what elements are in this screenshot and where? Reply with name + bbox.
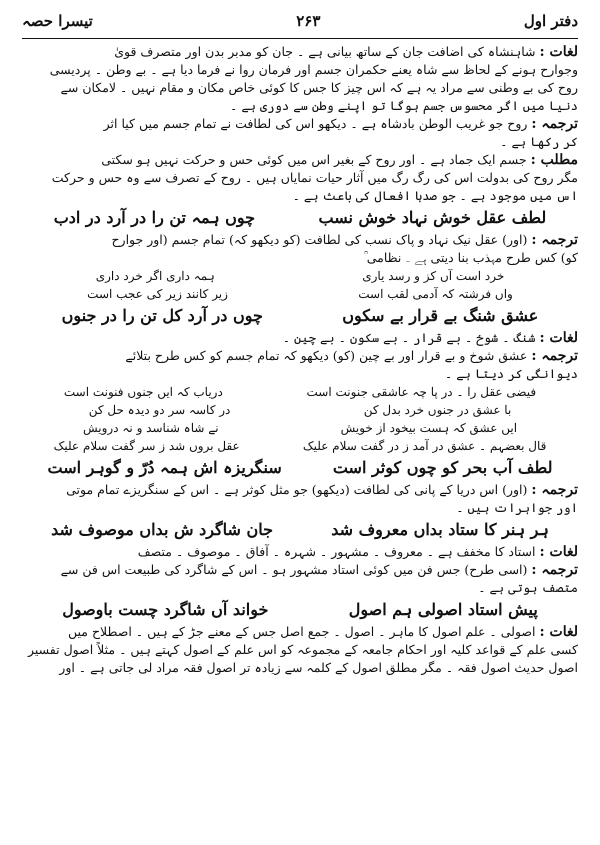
line-heading: لغات : [539, 624, 578, 640]
quoted-couplet [22, 285, 578, 303]
text-line [22, 659, 578, 677]
verse-couplet [22, 205, 578, 231]
text-line [22, 543, 578, 561]
line-text: اور جواہرات ہیں ۔ [456, 500, 578, 515]
hemistich-left: چوں در آرد کل تن را در جنوں [61, 306, 263, 325]
hemistich-left: دریاب کہ ایں جنوں فنونت است [63, 385, 223, 399]
line-text: دنیا میں اگر محسوس جسم ہوگا تو اپنے وطن سے دوری ہے ۔ [230, 98, 578, 113]
quoted-couplet [22, 401, 578, 419]
text-line [22, 231, 578, 249]
hemistich-left: سنگریزہ اش ہمہ دُرّ و گوہر است [47, 458, 282, 477]
line-text: عشق شوخ و بے قرار اور بے چین (کو) دیکھو کہ تمام جسم کو کس طرح بتلائے [125, 348, 528, 363]
line-text: مگر روح کی بدولت اس کی رگ رگ میں آثار حیات نمایاں ہیں ۔ روح کے تصرف سے وہ حس و حرکت [51, 170, 578, 185]
verse-couplet [22, 597, 578, 623]
hemistich-left: عقل بروں شد ز سر گفت سلام علیک [53, 439, 240, 453]
hemistich-right: عشق شنگ بے قرار بے سکوں [342, 306, 539, 325]
hemistich-right: ایں عشق کہ ہست بیخود از خویش [340, 421, 518, 435]
text-line [22, 579, 578, 597]
text-line [22, 61, 578, 79]
text-line [22, 249, 578, 267]
hemistich-right: پیش استاد اصولی ہم اصول [348, 600, 538, 619]
line-text: دیوانگی کر دیتا ہے ۔ [444, 366, 578, 381]
text-line [22, 133, 578, 151]
text-line [22, 187, 578, 205]
hemistich-left: خواند آں شاگرد چست باوصول [62, 600, 269, 619]
verse-couplet [22, 455, 578, 481]
hemistich-right: با عشق در جنوں خرد بدل کن [363, 403, 512, 417]
line-text: کسی علم کے قواعد کلیہ اور احکام جامعہ کے مجموعہ کو اس علم کے اصول کہتے ہیں ۔ مثلاً اصول تفسیر [27, 642, 578, 657]
text-line [22, 329, 578, 347]
text-line [22, 97, 578, 115]
line-heading: لغات : [539, 330, 578, 346]
line-text: کو) کس طرح مہذب بنا دیتی ہے ۔ نظامی ؒ [363, 250, 578, 265]
line-text: شاہنشاہ کی اضافت جان کے ساتھ بیانی ہے ۔ جان کو مدبر بدن اور متصرف قویٰ [114, 44, 536, 59]
volume-label: دفتر اول [523, 12, 578, 30]
line-heading: ترجمہ : [531, 348, 578, 364]
line-heading: لغات : [539, 544, 578, 560]
text-line [22, 561, 578, 579]
quoted-couplet [22, 383, 578, 401]
text-line [22, 623, 578, 641]
verse-couplet [22, 303, 578, 329]
hemistich-right: لطف آب بحر کو چوں کوثر است [332, 458, 553, 477]
hemistich-right: خرد است آں کز و رسد یاری [362, 269, 505, 283]
line-text: وجوارح ہونے کے لحاظ سے شاہ یعنے حکمران جسم اور فرمان روا نے فرما دیا ہے ۔ بے وطن ۔ پردیسی [49, 62, 578, 77]
text-line [22, 365, 578, 383]
text-line [22, 115, 578, 133]
hemistich-right: قال بعضہم ۔ عشق در آمد ز در گفت سلام علیک [302, 439, 547, 453]
line-heading: ترجمہ : [531, 562, 578, 578]
line-text: اصولی ۔ علم اصول کا ماہر ۔ اصول ۔ جمع اصل جس کے معنے جڑ کے ہیں ۔ اصطلاح میں [68, 624, 536, 639]
page-number: ۲۶۳ [296, 12, 321, 30]
line-heading: ترجمہ : [531, 482, 578, 498]
header-rule [22, 38, 578, 39]
hemistich-left: جان شاگرد ش بداں موصوف شد [51, 520, 273, 539]
hemistich-right: لطف عقل خوش نہاد خوش نسب [318, 208, 547, 227]
line-text: (اور) عقل نیک نہاد و پاک نسب کی لطافت (کو دیکھو کہ) تمام جسم (اور جوارح [111, 232, 528, 247]
line-text: روح کی بے وطنی سے مراد یہ ہے کہ اس چیز کا جس کا کوئی خاص مکان و مقام نہیں ۔ لامکان سے [60, 80, 578, 95]
part-label: تیسرا حصہ [22, 12, 93, 30]
hemistich-right: واں فرشتہ کہ آدمی لقب است [358, 287, 513, 301]
hemistich-left: چوں ہمہ تن را در آرد در ادب [53, 208, 256, 227]
hemistich-left: نے شاہ شناسد و نہ درویش [83, 421, 219, 435]
text-line [22, 481, 578, 499]
line-heading: ترجمہ : [531, 116, 578, 132]
line-text: کر رکھا ہے ۔ [500, 134, 578, 149]
text-line [22, 499, 578, 517]
line-text: استاد کا مخفف ہے ۔ معروف ۔ مشہور ۔ شہرہ ۔ آفاق ۔ موصوف ۔ متصف [137, 544, 536, 559]
line-text: جسم ایک جماد ہے ۔ اور روح کے بغیر اس میں کوئی حس و حرکت نہیں ہو سکتی [101, 152, 527, 167]
hemistich-left: در کاسہ سر دو دیدہ حل کن [88, 403, 231, 417]
line-text: (اور) اس دریا کے پانی کی لطافت (دیکھو) جو مثل کوثر ہے ۔ اس کے سنگریزے تمام موتی [66, 482, 528, 497]
hemistich-right: ہر ہنر کا ستاد بداں معروف شد [331, 520, 549, 539]
line-heading: لغات : [539, 44, 578, 60]
text-line [22, 169, 578, 187]
text-line [22, 79, 578, 97]
line-heading: ترجمہ : [531, 232, 578, 248]
line-text: شنگ ۔ شوخ ۔ بے قرار ۔ بے سکون ۔ بے چین ۔ [282, 330, 536, 345]
quoted-couplet [22, 437, 578, 455]
verse-couplet [22, 517, 578, 543]
quoted-couplet [22, 267, 578, 285]
line-text: روح جو غریب الوطن بادشاہ ہے ۔ دیکھو اس کی لطافت نے تمام جسم میں کیا اثر [103, 116, 528, 131]
text-line [22, 151, 578, 169]
hemistich-right: فیضی عقل را ۔ در پا چہ عاشقی جنونت است [306, 385, 537, 399]
line-heading: مطلب : [530, 152, 578, 168]
line-text: اصول حدیث اصول فقہ ۔ مگر مطلق اصول کے کلمہ سے زیادہ تر اصول فقہ مراد لی جاتی ہے ۔ اور [59, 660, 578, 675]
text-line [22, 641, 578, 659]
hemistich-left: زیر کانند زیر کی عجب است [87, 287, 228, 301]
hemistich-left: ہمہ داری اگر خرد داری [95, 269, 215, 283]
line-text: اس میں موجود ہے ۔ جو صدہا افعال کی باعث ہے ۔ [292, 188, 578, 203]
page-header [22, 6, 578, 36]
text-line [22, 43, 578, 61]
page-body [22, 43, 578, 677]
line-text: (اسی طرح) جس فن میں کوئی استاد مشہور ہو ۔ اس کے شاگرد کی طبیعت اس فن سے [60, 562, 528, 577]
line-text: متصف ہوتی ہے ۔ [478, 580, 578, 595]
quoted-couplet [22, 419, 578, 437]
text-line [22, 347, 578, 365]
